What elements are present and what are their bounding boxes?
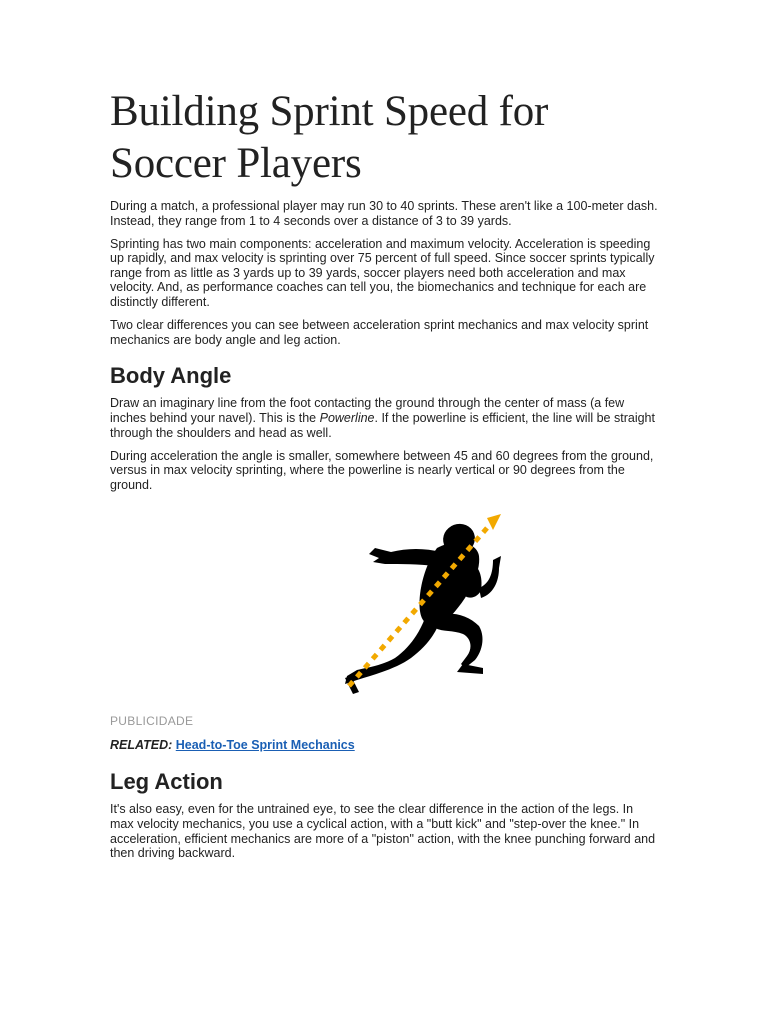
related-label: RELATED: <box>110 738 173 753</box>
related-line <box>110 738 658 753</box>
page-title: Building Sprint Speed for Soccer Players <box>110 88 549 187</box>
leg-action-paragraph-1: It's also easy, even for the untrained eye, to see the clear difference in the action of the legs. In max velocity mechanics, you use a cyclical action, with a "butt kick" and "step-over the knee." In acceleration, efficient mechanics are more of a "piston" action, with the knee punching forward and then driving backward. <box>110 802 656 861</box>
related-link[interactable]: Head-to-Toe Sprint Mechanics <box>175 738 355 753</box>
sprinter-silhouette-icon <box>337 508 517 698</box>
body-angle-p1-text-a: Draw an imaginary line from the foot contacting the ground through the center of mass (a few inches behind your navel). This is the <box>110 396 625 425</box>
intro-paragraph-1: During a match, a professional player may run 30 to 40 sprints. These aren't like a 100-meter dash. Instead, they range from 1 to 4 seconds over a distance of 3 to 39 yards. <box>110 199 658 228</box>
body-angle-paragraph-1 <box>110 396 658 440</box>
body-angle-paragraph-2: During acceleration the angle is smaller, somewhere between 45 and 60 degrees from the ground, versus in max velocity sprinting, where the powerline is nearly vertical or 90 degrees from the ground. <box>110 448 654 492</box>
intro-paragraph-2: Sprinting has two main components: acceleration and maximum velocity. Acceleration is speeding up rapidly, and max velocity is sprinting over 75 percent of full speed. Since soccer sprints typically range from as little as 3 yards up to 39 yards, soccer players need both acceleration and max velocity. And, as performance coaches can tell you, the biomechanics and technique for each are distinctly different. <box>110 236 655 310</box>
section-heading-body-angle: Body Angle <box>110 363 232 389</box>
powerline-term: Powerline <box>319 410 375 425</box>
sprinter-figure <box>110 508 658 698</box>
intro-paragraph-3: Two clear differences you can see between acceleration sprint mechanics and max velocity sprint mechanics are body angle and leg action. <box>110 318 649 347</box>
article <box>110 86 658 869</box>
ad-label: PUBLICIDADE <box>110 714 194 729</box>
body-angle-p1-text-b: . If the powerline is efficient, the line will be straight through the shoulders and head as well. <box>110 410 655 440</box>
section-heading-leg-action: Leg Action <box>110 769 223 795</box>
